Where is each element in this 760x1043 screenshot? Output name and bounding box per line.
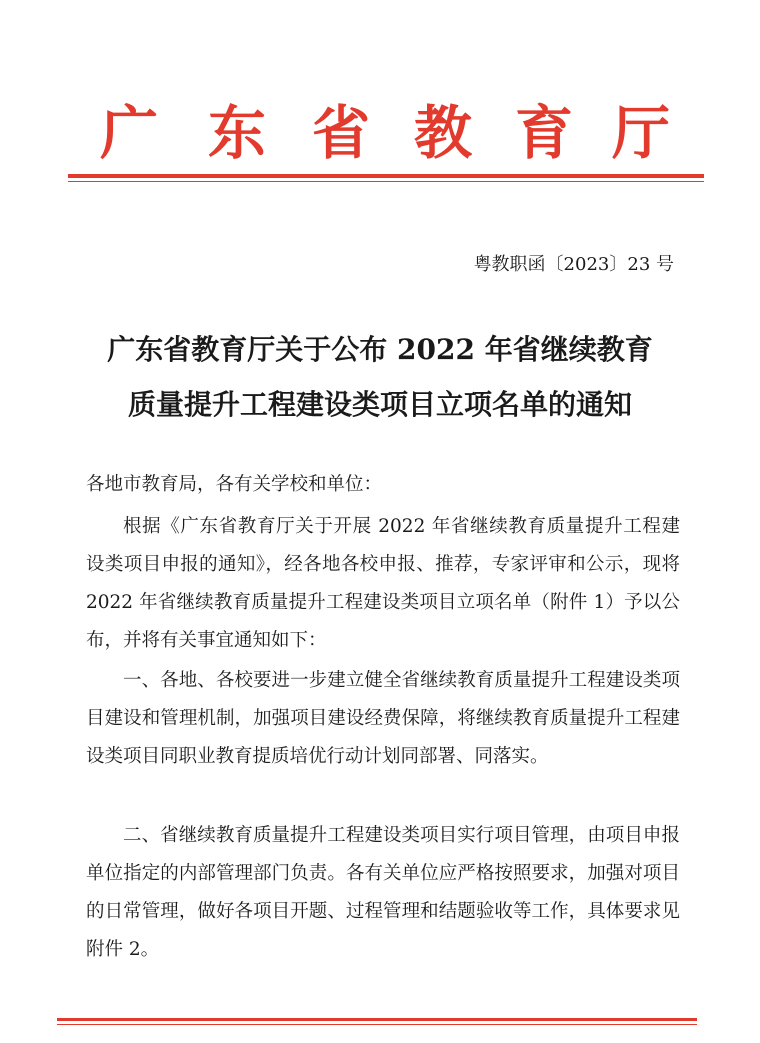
letterhead-char: 东 bbox=[208, 99, 267, 167]
body-paragraph: 一、各地、各校要进一步建立健全省继续教育质量提升工程建设类项目建设和管理机制，加强项目建设经费保障，将继续教育质量提升工程建设类项目同职业教育提质培优行动计划同部署、同落实。 bbox=[86, 670, 680, 767]
body-paragraph: 根据《广东省教育厅关于开展 2022 年省继续教育质量提升工程建设类项目申报的通知》，经各地各校申报、推荐，专家评审和公示，现将 2022 年省继续教育质量提升工程建设类项目立项名单（附件 1）予以公布，并将有关事宜通知如下： bbox=[86, 516, 680, 651]
letterhead bbox=[0, 88, 760, 188]
letterhead-divider-thin bbox=[68, 181, 704, 182]
document-number: 粤教职函〔2023〕23 号 bbox=[473, 254, 674, 275]
letterhead-char: 广 bbox=[100, 99, 159, 167]
footer-divider bbox=[57, 1018, 697, 1021]
letterhead-divider bbox=[68, 174, 704, 178]
salutation: 各地市教育局，各有关学校和单位： bbox=[86, 474, 383, 495]
body-paragraph: 二、省继续教育质量提升工程建设类项目实行项目管理，由项目申报单位指定的内部管理部门负责。各有关单位应严格按照要求，加强对项目的日常管理，做好各项目开题、过程管理和结题验收等工作，具体要求见附件 2。 bbox=[86, 825, 680, 960]
document-title-line-2: 质量提升工程建设类项目立项名单的通知 bbox=[127, 388, 632, 421]
letterhead-char: 教 bbox=[414, 99, 473, 167]
document-title-line-1: 广东省教育厅关于公布 2022 年省继续教育 bbox=[107, 333, 653, 366]
letterhead-char: 省 bbox=[312, 99, 371, 167]
letterhead-char: 育 bbox=[515, 99, 574, 167]
letterhead-char: 厅 bbox=[612, 99, 671, 167]
footer-divider-thin bbox=[57, 1024, 697, 1025]
